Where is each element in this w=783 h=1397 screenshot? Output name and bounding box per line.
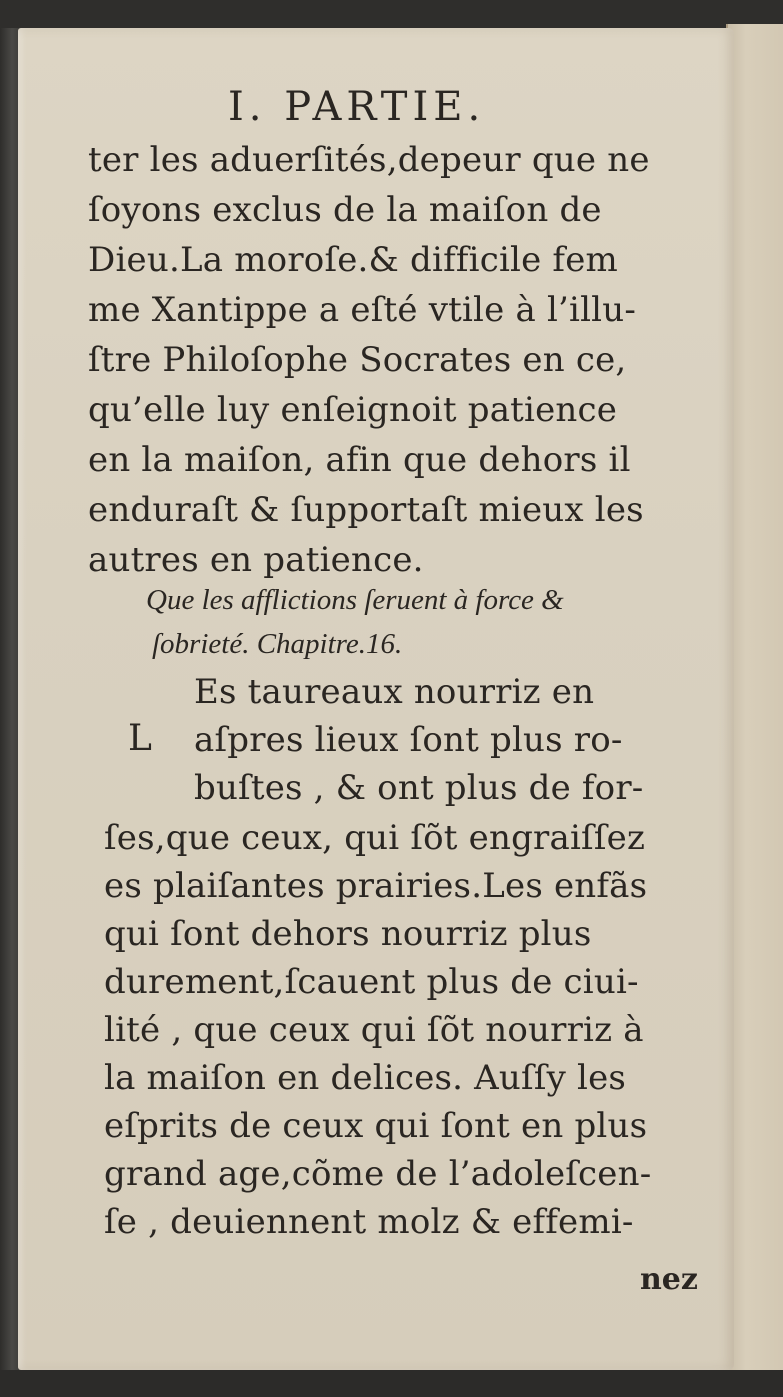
- running-head: I. PARTIE.: [228, 84, 486, 130]
- text-line: ſoyons exclus de la maiſon de: [88, 190, 602, 230]
- text-line: ſtre Philoſophe Socrates en ce,: [88, 340, 627, 380]
- scan-background-top: [0, 0, 783, 28]
- text-line: buſtes , & ont plus de for-: [194, 768, 644, 808]
- text-line: aſpres lieux ſont plus ro-: [194, 720, 623, 760]
- chapter-heading-line: Que les afflictions ſeruent à force &: [146, 584, 564, 616]
- text-line: Dieu.La moroſe.& difficile fem: [88, 240, 618, 280]
- text-line: ſe , deuiennent molz & effemi-: [104, 1202, 634, 1242]
- text-line: me Xantippe a eſté vtile à l’illu-: [88, 290, 637, 330]
- text-line: grand age,cõme de l’adoleſcen-: [104, 1154, 652, 1194]
- text-line: enduraſt & ſupportaſt mieux les: [88, 490, 644, 530]
- text-line: Es taureaux nourriz en: [194, 672, 595, 712]
- text-line: eſprits de ceux qui ſont en plus: [104, 1106, 648, 1146]
- text-line: autres en patience.: [88, 540, 424, 580]
- initial-letter: L: [128, 718, 152, 759]
- catchword: nez: [640, 1262, 698, 1297]
- text-line: qui ſont dehors nourriz plus: [104, 914, 592, 954]
- text-line: en la maiſon, afin que dehors il: [88, 440, 631, 480]
- text-line: lité , que ceux qui ſõt nourriz à: [104, 1010, 644, 1050]
- text-line: durement,ſcauent plus de ciui-: [104, 962, 639, 1002]
- text-line: ſes,que ceux, qui ſõt engraiſſez: [104, 818, 646, 858]
- scan-background-bottom: [0, 1370, 783, 1397]
- text-line: es plaiſantes prairies.Les enfãs: [104, 866, 648, 906]
- text-line: qu’elle luy enſeignoit patience: [88, 390, 618, 430]
- chapter-heading-line: ſobrieté. Chapitre.16.: [152, 628, 403, 660]
- adjacent-page-edge: [726, 24, 783, 1370]
- text-line: la maiſon en delices. Auſſy les: [104, 1058, 627, 1098]
- text-line: ter les aduerſités,depeur que ne: [88, 140, 650, 180]
